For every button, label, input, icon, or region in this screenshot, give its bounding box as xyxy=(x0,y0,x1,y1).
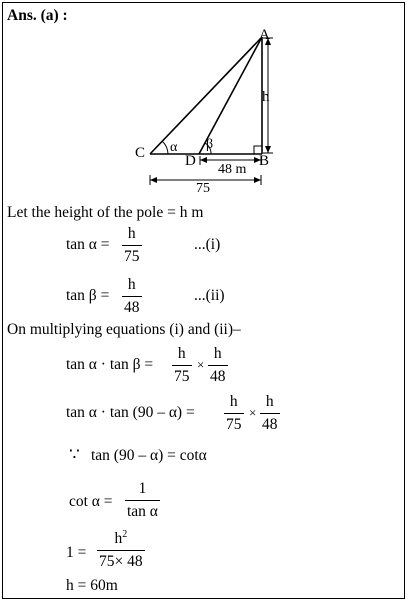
final-answer: h = 60m xyxy=(66,577,118,594)
cb-arrow-right xyxy=(254,177,261,183)
eq5-identity: tan (90 – α) = cotα xyxy=(91,447,207,464)
eq4-denominator-1: 75 xyxy=(224,413,244,433)
eq4-times: × xyxy=(249,405,257,420)
eq7-numerator xyxy=(112,530,129,550)
eq3-numerator-2: h xyxy=(213,345,222,362)
label-db: 48 m xyxy=(218,162,247,177)
h-arrow-bottom xyxy=(265,146,271,153)
eq1-numerator: h xyxy=(127,225,136,242)
eq4-numerator-2: h xyxy=(265,393,274,410)
label-cb: 75 xyxy=(196,181,210,196)
eq3-numerator-1: h xyxy=(177,345,186,362)
label-d: D xyxy=(185,153,196,169)
eq3-fraction-2 xyxy=(208,346,228,384)
eq6-numerator: 1 xyxy=(138,480,147,497)
label-beta: β xyxy=(206,137,214,152)
eq7-lhs: 1 = xyxy=(66,544,87,561)
because-symbol: ∵ xyxy=(69,445,80,464)
eq4-fraction-2 xyxy=(260,394,280,432)
eq6-lhs: cot α = xyxy=(69,493,113,510)
multiplying-statement: On multiplying equations (i) and (ii)– xyxy=(7,321,241,338)
eq3-denominator-1: 75 xyxy=(172,365,192,385)
eq2-tag: ...(ii) xyxy=(194,287,225,304)
eq2-numerator: h xyxy=(127,276,136,293)
eq3-lhs: tan α · tan β = xyxy=(66,356,154,373)
eq2-lhs: tan β = xyxy=(66,287,110,304)
triangle-figure xyxy=(0,0,409,200)
eq3-denominator-2: 48 xyxy=(208,365,228,385)
alpha-arc xyxy=(162,141,168,154)
label-b: B xyxy=(259,153,270,169)
eq6-fraction xyxy=(125,481,160,519)
cb-arrow-left xyxy=(150,177,157,183)
eq7-fraction xyxy=(97,530,145,569)
eq7-denominator: 75× 48 xyxy=(97,550,145,570)
eq4-lhs: tan α · tan (90 – α) = xyxy=(66,404,195,421)
eq4-denominator-2: 48 xyxy=(260,413,280,433)
eq7-numerator-base: h xyxy=(114,530,123,548)
label-alpha: α xyxy=(170,140,178,155)
eq1-lhs: tan α = xyxy=(66,236,110,253)
eq1-fraction xyxy=(122,226,142,264)
pole-height-statement: Let the height of the pole = h m xyxy=(7,204,204,221)
eq4-numerator-1: h xyxy=(229,393,238,410)
eq7-numerator-exponent: 2 xyxy=(122,529,128,540)
eq1-denominator: 75 xyxy=(122,245,142,265)
answer-label: Ans. (a) : xyxy=(7,7,68,24)
eq6-denominator: tan α xyxy=(125,500,160,520)
eq3-times: × xyxy=(197,357,205,372)
eq2-denominator: 48 xyxy=(122,296,142,316)
eq3-fraction-1 xyxy=(172,346,192,384)
eq2-fraction xyxy=(122,277,142,315)
label-a: A xyxy=(259,27,270,43)
label-c: C xyxy=(135,145,146,161)
eq1-tag: ...(i) xyxy=(194,236,221,253)
eq4-fraction-1 xyxy=(224,394,244,432)
label-h: h xyxy=(262,89,270,105)
db-arrow-left xyxy=(200,157,207,163)
